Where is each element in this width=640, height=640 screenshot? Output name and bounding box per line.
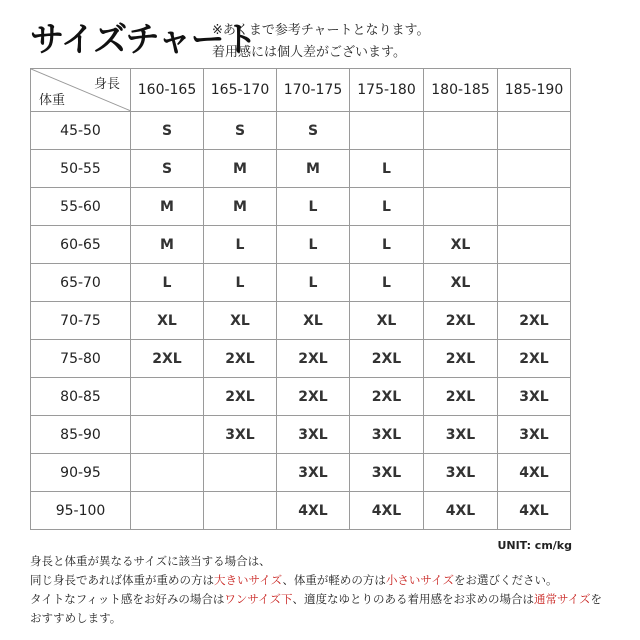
size-cell: M: [131, 226, 204, 264]
header-row: [31, 69, 571, 112]
size-cell: L: [131, 264, 204, 302]
weight-row-header: 95-100: [31, 492, 131, 530]
size-chart-table: [30, 68, 571, 530]
size-cell: XL: [204, 302, 277, 340]
size-cell: XL: [277, 302, 350, 340]
table-row: [31, 416, 571, 454]
height-column-header: 180-185: [424, 69, 498, 112]
size-cell: 2XL: [350, 378, 424, 416]
size-cell: 2XL: [277, 378, 350, 416]
size-cell: 2XL: [204, 378, 277, 416]
note-line: ※あくまで参考チャートとなります。: [212, 23, 430, 38]
size-cell: [204, 492, 277, 530]
footer-text: を: [590, 592, 603, 606]
note-line: 着用感には個人差がございます。: [212, 45, 406, 60]
size-cell: 3XL: [498, 416, 571, 454]
size-cell: 3XL: [424, 416, 498, 454]
size-cell: 4XL: [424, 492, 498, 530]
weight-row-header: 75-80: [31, 340, 131, 378]
weight-row-header: 90-95: [31, 454, 131, 492]
size-cell: M: [277, 150, 350, 188]
unit-label: UNIT: cm/kg: [497, 539, 572, 552]
weight-row-header: 55-60: [31, 188, 131, 226]
weight-axis-label: 体重: [39, 93, 66, 108]
weight-row-header: 85-90: [31, 416, 131, 454]
table-row: [31, 340, 571, 378]
size-cell: XL: [131, 302, 204, 340]
footer-line: 身長と体重が異なるサイズに該当する場合は、: [30, 554, 271, 568]
height-column-header: 165-170: [204, 69, 277, 112]
size-cell: XL: [350, 302, 424, 340]
weight-row-header: 45-50: [31, 112, 131, 150]
weight-row-header: 60-65: [31, 226, 131, 264]
size-table-body: [31, 112, 571, 530]
size-cell: 4XL: [498, 454, 571, 492]
size-cell: 2XL: [350, 340, 424, 378]
table-row: [31, 302, 571, 340]
size-cell: 2XL: [277, 340, 350, 378]
size-cell: [131, 454, 204, 492]
height-column-header: 170-175: [277, 69, 350, 112]
table-row: [31, 188, 571, 226]
footer-line: [30, 571, 602, 590]
highlight-text: ワンサイズ下: [224, 592, 293, 606]
notes: [212, 20, 429, 64]
height-column-header: 160-165: [131, 69, 204, 112]
highlight-text: 通常サイズ: [533, 592, 591, 606]
footer-text: タイトなフィット感をお好みの場合は: [30, 592, 225, 606]
size-cell: 4XL: [350, 492, 424, 530]
size-cell: [424, 112, 498, 150]
size-cell: L: [350, 188, 424, 226]
footer-line: [30, 590, 602, 609]
size-cell: 2XL: [498, 340, 571, 378]
size-cell: [131, 492, 204, 530]
table-row: [31, 492, 571, 530]
table-row: [31, 226, 571, 264]
size-cell: [350, 112, 424, 150]
size-cell: M: [204, 150, 277, 188]
size-cell: S: [131, 150, 204, 188]
table-row: [31, 378, 571, 416]
size-cell: XL: [424, 264, 498, 302]
size-cell: L: [350, 264, 424, 302]
size-cell: 2XL: [424, 302, 498, 340]
table-row: [31, 112, 571, 150]
size-cell: M: [131, 188, 204, 226]
highlight-text: 小さいサイズ: [385, 573, 455, 587]
size-cell: L: [350, 150, 424, 188]
size-cell: 3XL: [277, 416, 350, 454]
size-cell: [131, 416, 204, 454]
size-cell: S: [277, 112, 350, 150]
size-cell: 2XL: [498, 302, 571, 340]
highlight-text: 大きいサイズ: [214, 573, 283, 587]
weight-row-header: 80-85: [31, 378, 131, 416]
size-cell: 3XL: [350, 416, 424, 454]
size-cell: 3XL: [424, 454, 498, 492]
weight-row-header: 65-70: [31, 264, 131, 302]
size-cell: 3XL: [204, 416, 277, 454]
size-cell: [131, 378, 204, 416]
size-cell: S: [131, 112, 204, 150]
size-cell: 2XL: [424, 340, 498, 378]
footer-text: 、体重が軽めの方は: [282, 573, 386, 587]
footer-text: をお選びください。: [454, 573, 558, 587]
size-cell: 4XL: [277, 492, 350, 530]
weight-row-header: 70-75: [31, 302, 131, 340]
footer-line: おすすめします。: [30, 611, 122, 625]
size-cell: 3XL: [277, 454, 350, 492]
page-title: サイズチャート: [30, 20, 257, 60]
table-row: [31, 150, 571, 188]
table-row: [31, 264, 571, 302]
height-column-header: 185-190: [498, 69, 571, 112]
corner-header: [31, 69, 131, 112]
size-cell: [498, 226, 571, 264]
size-cell: L: [204, 264, 277, 302]
size-cell: L: [204, 226, 277, 264]
size-cell: [424, 150, 498, 188]
footer-text: 、適度なゆとりのある着用感をお求めの場合は: [292, 592, 534, 606]
size-cell: 2XL: [204, 340, 277, 378]
size-cell: 3XL: [350, 454, 424, 492]
size-cell: S: [204, 112, 277, 150]
size-cell: XL: [424, 226, 498, 264]
weight-row-header: 50-55: [31, 150, 131, 188]
size-cell: [424, 188, 498, 226]
size-cell: L: [350, 226, 424, 264]
size-cell: [204, 454, 277, 492]
size-cell: 4XL: [498, 492, 571, 530]
size-cell: 3XL: [498, 378, 571, 416]
size-cell: L: [277, 188, 350, 226]
size-cell: [498, 188, 571, 226]
footer-text: 同じ身長であれば体重が重めの方は: [30, 573, 214, 587]
size-cell: 2XL: [131, 340, 204, 378]
size-cell: L: [277, 264, 350, 302]
size-cell: L: [277, 226, 350, 264]
size-cell: [498, 112, 571, 150]
height-column-header: 175-180: [350, 69, 424, 112]
size-cell: [498, 264, 571, 302]
size-cell: M: [204, 188, 277, 226]
size-cell: 2XL: [424, 378, 498, 416]
table-row: [31, 454, 571, 492]
footer-notes: [30, 552, 602, 628]
size-cell: [498, 150, 571, 188]
height-axis-label: 身長: [93, 77, 120, 92]
